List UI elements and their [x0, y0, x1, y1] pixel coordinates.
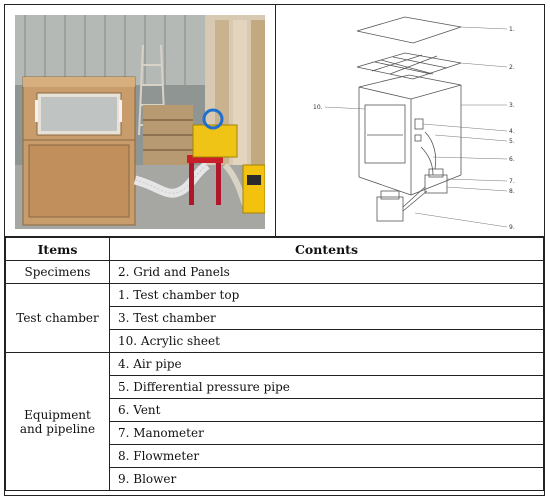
components-table	[5, 237, 544, 491]
content-cell: 7. Manometer	[110, 422, 544, 445]
table-row	[6, 353, 544, 376]
diagram-label-10: 10.	[313, 104, 323, 111]
content-cell: 5. Differential pressure pipe	[110, 376, 544, 399]
item-line: and pipeline	[19, 421, 96, 436]
diagram-label-7: 7.	[509, 178, 515, 185]
differential-pressure-pipe-part	[425, 132, 436, 169]
content-cell: 10. Acrylic sheet	[110, 330, 544, 353]
content-cell: 4. Air pipe	[110, 353, 544, 376]
table-row	[6, 284, 544, 307]
content-cell: 3. Test chamber	[110, 307, 544, 330]
item-equipment-and-pipeline	[6, 353, 110, 491]
manometer-part	[425, 175, 447, 193]
vent-part	[421, 147, 433, 175]
content-cell: 8. Flowmeter	[110, 445, 544, 468]
diagram-label-5: 5.	[509, 138, 515, 145]
exploded-diagram	[285, 7, 541, 233]
blower-part	[377, 197, 403, 221]
diagram-label-8: 8.	[509, 188, 515, 195]
image-divider	[275, 5, 276, 236]
diagram-drawing	[285, 7, 541, 233]
item-test-chamber: Test chamber	[6, 284, 110, 353]
header-items: Items	[6, 238, 110, 261]
photo-illustration	[15, 15, 265, 229]
content-cell: 1. Test chamber top	[110, 284, 544, 307]
table-header-row	[6, 238, 544, 261]
air-pipe-part	[415, 119, 423, 129]
item-line: Equipment	[24, 407, 91, 422]
test-chamber-top-part	[357, 17, 461, 43]
content-cell: 2. Grid and Panels	[110, 261, 544, 284]
diagram-label-4: 4.	[509, 128, 515, 135]
diagram-label-3: 3.	[509, 102, 515, 109]
acrylic-sheet-part	[365, 105, 405, 163]
content-cell: 6. Vent	[110, 399, 544, 422]
diagram-label-6: 6.	[509, 156, 515, 163]
test-setup-photo	[15, 15, 265, 229]
table-row	[6, 261, 544, 284]
diagram-label-2: 2.	[509, 64, 515, 71]
item-specimens: Specimens	[6, 261, 110, 284]
image-row	[5, 5, 544, 237]
content-cell: 9. Blower	[110, 468, 544, 491]
header-contents: Contents	[110, 238, 544, 261]
diagram-label-1: 1.	[509, 26, 515, 33]
figure-frame	[4, 4, 545, 496]
diagram-label-9: 9.	[509, 224, 515, 231]
